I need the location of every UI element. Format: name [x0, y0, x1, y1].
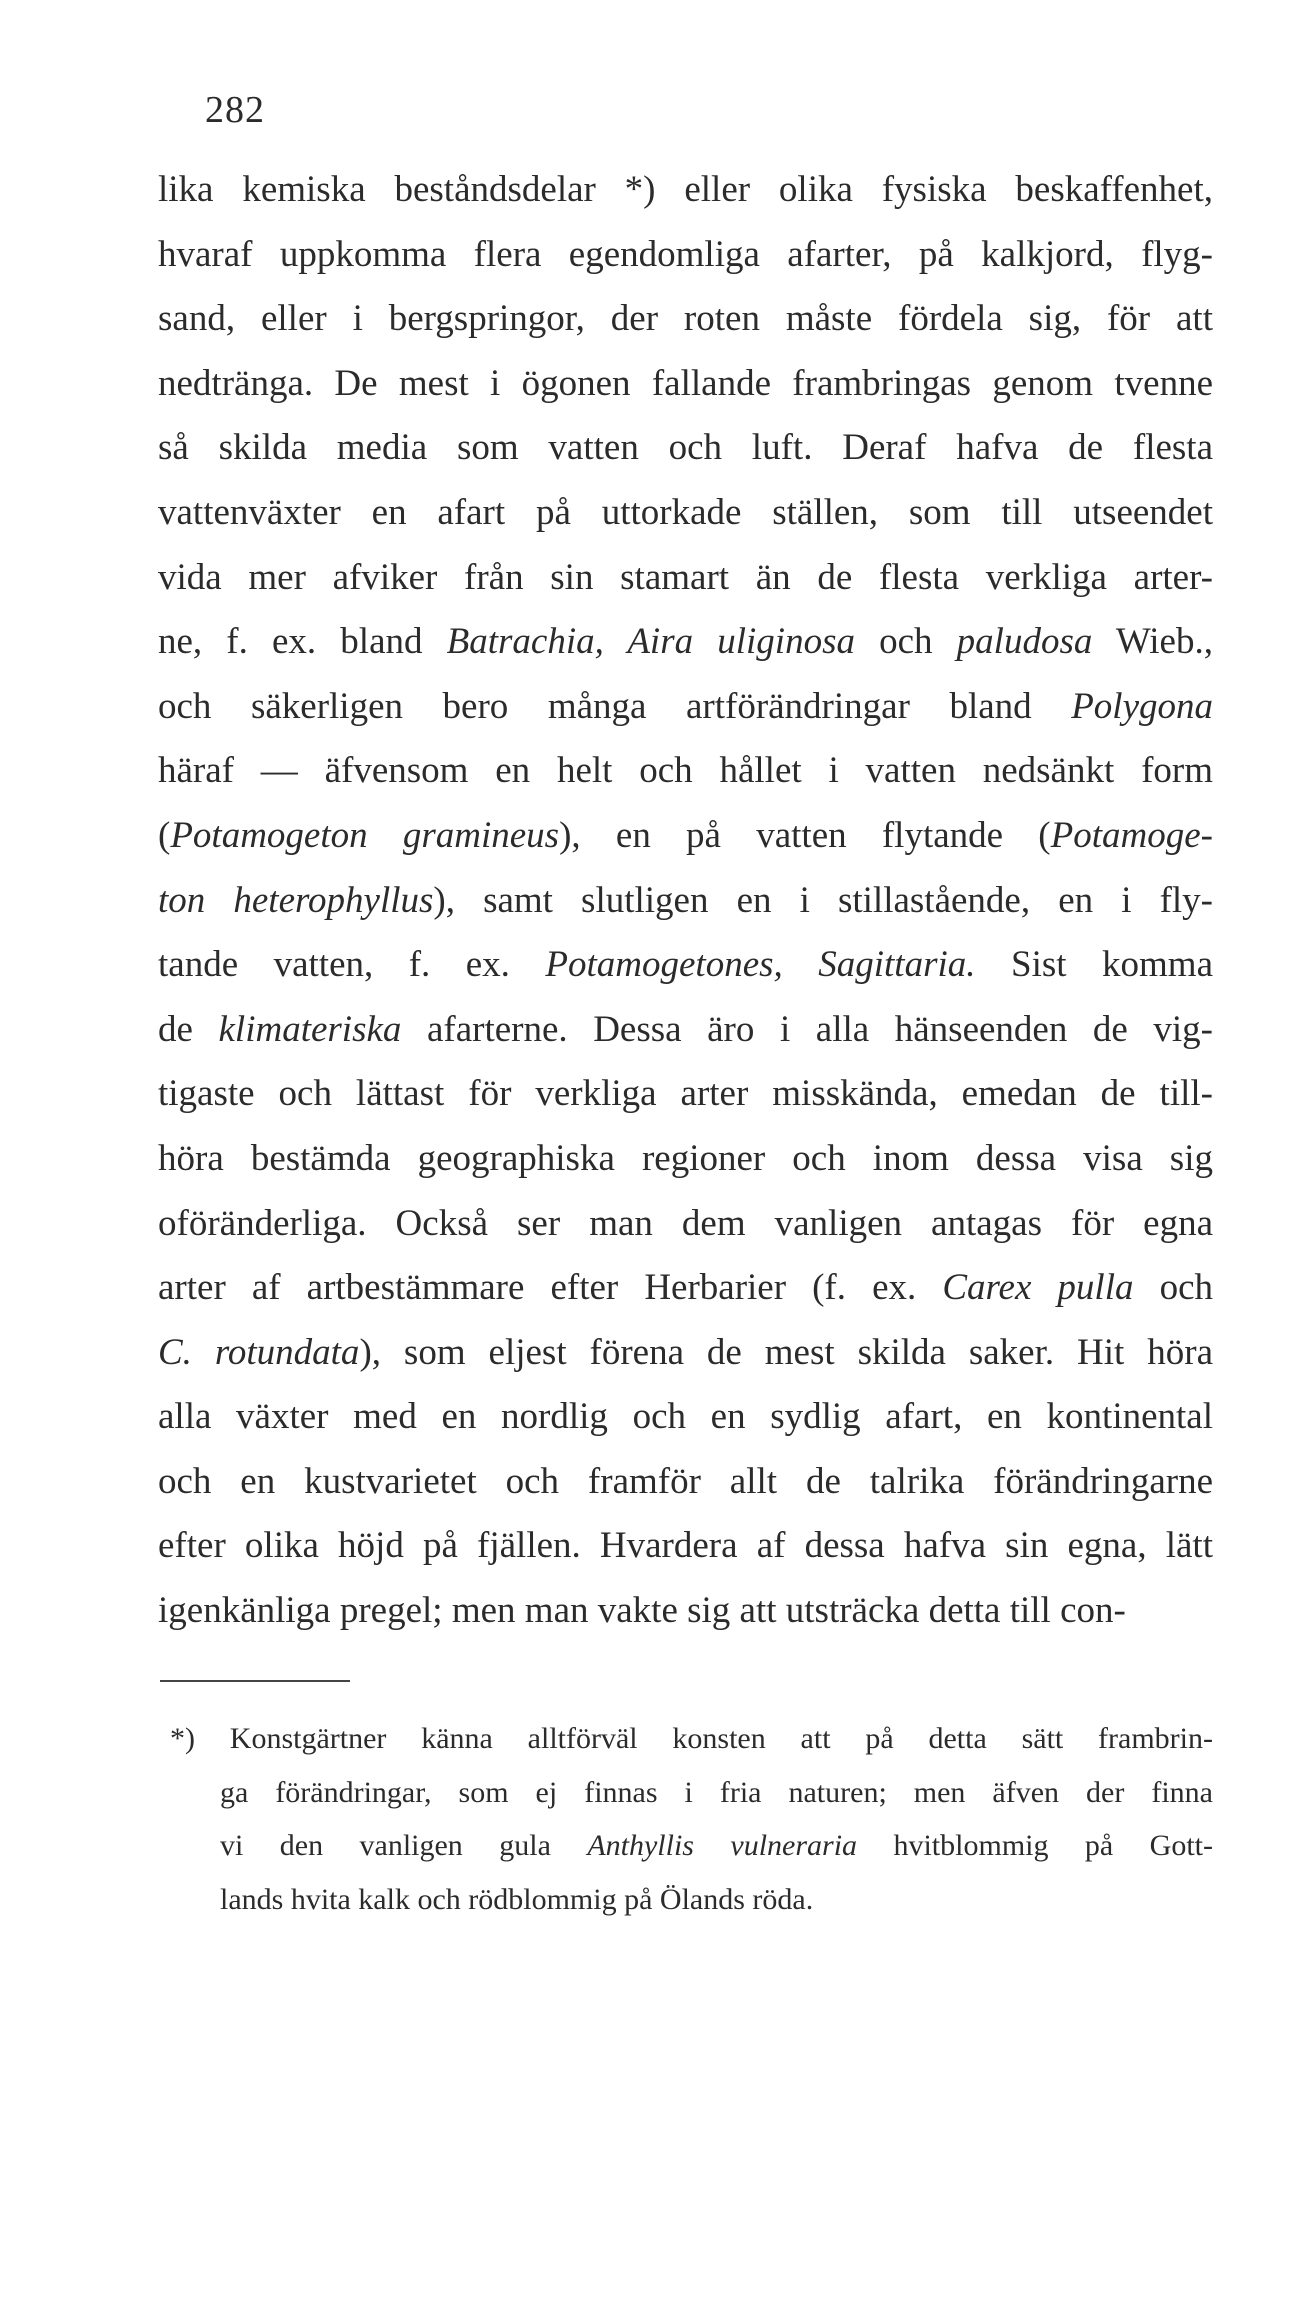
text-line	[158, 481, 1213, 546]
footnote-line	[170, 1819, 1213, 1873]
text-run: hvitblommig på Gott-	[857, 1829, 1213, 1862]
text-line	[158, 1514, 1213, 1579]
text-run: vi den vanligen gula	[220, 1829, 588, 1862]
text-run: hvaraf uppkomma flera egendomliga afarter, på kalkjord, flyg-	[158, 233, 1213, 275]
text-run: tigaste och lättast för verkliga arter misskända, emedan de till-	[158, 1073, 1213, 1115]
text-run: sand, eller i bergspringor, der roten måste fördela sig, för att	[158, 298, 1213, 340]
italic-text: Potamogetones, Sagittaria.	[545, 944, 976, 986]
page-number: 282	[205, 89, 265, 131]
text-line	[158, 352, 1213, 417]
text-run: de	[158, 1008, 219, 1050]
text-run: och en kustvarietet och framför allt de talrika förändringarne	[158, 1460, 1213, 1502]
text-run: och	[1133, 1267, 1213, 1309]
italic-text: Carex pulla	[942, 1267, 1134, 1309]
text-run: igenkänliga pregel; men man vakte sig att utsträcka detta till con-	[158, 1590, 1126, 1632]
text-line	[158, 1192, 1213, 1257]
text-line	[158, 1385, 1213, 1450]
text-line	[158, 1579, 1213, 1644]
text-line	[158, 1062, 1213, 1127]
text-line	[158, 223, 1213, 288]
text-line	[158, 1256, 1213, 1321]
italic-text: Batrachia, Aira uliginosa	[446, 621, 855, 663]
main-text	[158, 158, 1213, 1644]
text-run: ), samt slutligen en i stillastående, en i fly-	[433, 879, 1213, 921]
text-run: nedtränga. De mest i ögonen fallande frambringas genom tvenne	[158, 362, 1213, 404]
text-run: ga förändringar, som ej finnas i fria naturen; men äfven der finna	[220, 1775, 1213, 1809]
text-run: afarterne. Dessa äro i alla hänseenden de vig-	[401, 1008, 1213, 1050]
italic-text: Polygona	[1071, 685, 1213, 727]
footnote-line	[170, 1873, 1213, 1927]
italic-text: klimateriska	[218, 1008, 402, 1050]
text-run: lika kemiska beståndsdelar *) eller olika fysiska beskaffenhet,	[158, 169, 1213, 210]
text-run: (	[158, 814, 171, 856]
footnote-line	[170, 1712, 1213, 1766]
footnote	[170, 1712, 1213, 1926]
text-run: efter olika höjd på fjällen. Hvardera af dessa hafva sin egna, lätt	[158, 1525, 1213, 1567]
footnote-line	[170, 1766, 1213, 1820]
footnote-divider	[160, 1680, 350, 1682]
text-line	[158, 416, 1213, 481]
text-run: vattenväxter en afart på uttorkade ställen, som till utseendet	[158, 491, 1213, 533]
text-run: så skilda media som vatten och luft. Deraf hafva de flesta	[158, 427, 1213, 469]
text-run: höra bestämda geographiska regioner och inom dessa visa sig	[158, 1137, 1213, 1179]
italic-text: Anthyllis vulneraria	[587, 1829, 858, 1862]
text-run: lands hvita kalk och rödblommig på Ölands röda.	[220, 1882, 814, 1916]
text-line	[158, 869, 1213, 934]
text-line	[158, 1321, 1213, 1386]
text-run: arter af artbestämmare efter Herbarier (f. ex.	[158, 1267, 943, 1309]
text-run: Wieb.,	[1092, 621, 1213, 663]
italic-text: Potamogeton gramineus	[170, 814, 560, 856]
text-line	[158, 1450, 1213, 1515]
text-line	[158, 739, 1213, 804]
text-run: *) Konstgärtner känna alltförväl konsten att på detta sätt frambrin-	[170, 1722, 1213, 1755]
text-run: Sist komma	[975, 944, 1213, 986]
text-line	[158, 933, 1213, 998]
text-run: vida mer afviker från sin stamart än de flesta verkliga arter-	[158, 556, 1213, 598]
text-run: alla växter med en nordlig och en sydlig afart, en kontinental	[158, 1396, 1213, 1438]
italic-text: Potamoge-	[1050, 814, 1213, 856]
text-line	[158, 158, 1213, 223]
text-line	[158, 804, 1213, 869]
italic-text: paludosa	[956, 621, 1093, 663]
text-run: och säkerligen bero många artförändringar bland	[158, 685, 1072, 727]
text-line	[158, 998, 1213, 1063]
text-run: ), en på vatten flytande (	[559, 814, 1051, 856]
text-line	[158, 675, 1213, 740]
text-line	[158, 1127, 1213, 1192]
text-line	[158, 287, 1213, 352]
text-run: oföränderliga. Också ser man dem vanligen antagas för egna	[158, 1202, 1213, 1244]
text-run: tande vatten, f. ex.	[158, 944, 546, 986]
text-line	[158, 610, 1213, 675]
text-run: ), som eljest förena de mest skilda saker. Hit höra	[359, 1331, 1213, 1373]
text-line	[158, 546, 1213, 611]
text-run: häraf — äfvensom en helt och hållet i vatten nedsänkt form	[158, 750, 1213, 792]
text-run: ne, f. ex. bland	[158, 621, 447, 663]
italic-text: C. rotundata	[158, 1331, 360, 1373]
text-run: och	[854, 621, 957, 663]
italic-text: ton heterophyllus	[158, 879, 434, 921]
